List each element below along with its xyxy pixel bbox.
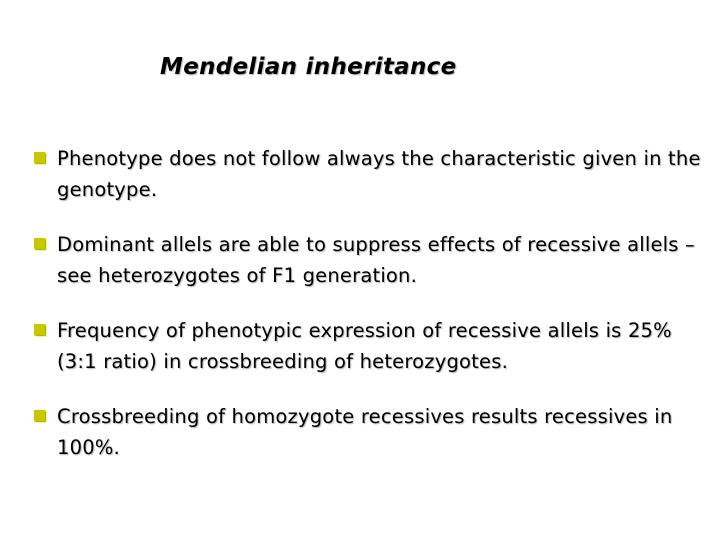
bullet-text: Crossbreeding of homozygote recessives results recessives in 100%. xyxy=(57,405,673,459)
square-bullet-icon xyxy=(34,324,45,335)
bullet-text: Frequency of phenotypic expression of recessive allels is 25% (3:1 ratio) in crossbreeding of heterozygotes. xyxy=(57,319,672,373)
bullet-text: Dominant allels are able to suppress effects of recessive allels – see heterozygotes of F1 generation. xyxy=(57,233,695,287)
bullet-item xyxy=(34,315,710,377)
square-bullet-icon xyxy=(34,410,45,421)
bullet-item xyxy=(34,229,710,291)
bullet-item xyxy=(34,401,710,463)
bullet-list xyxy=(34,143,710,487)
square-bullet-icon xyxy=(34,238,45,249)
slide-title: Mendelian inheritance xyxy=(160,54,457,80)
bullet-text: Phenotype does not follow always the characteristic given in the genotype. xyxy=(57,147,701,201)
bullet-item xyxy=(34,143,710,205)
square-bullet-icon xyxy=(34,152,45,163)
